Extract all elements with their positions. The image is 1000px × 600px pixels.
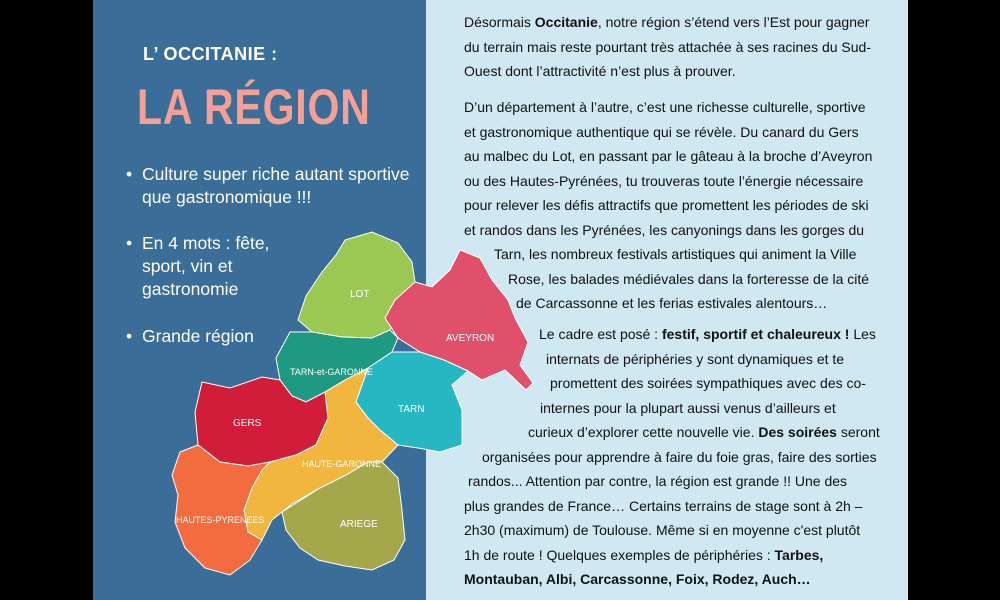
setting-line-8: plus grandes de France… Certains terrains de stage sont à 2h – [464, 497, 863, 514]
intro-line-1-a: Désormais [464, 14, 535, 30]
setting-line-9: 2h30 (maximum) de Toulouse. Même si en moyenne c'est plutôt [464, 522, 861, 538]
culture-line-3: au malbec du Lot, en passant par le gâteau à la broche d’Aveyron [464, 148, 873, 164]
intro-line-1-bold: Occitanie [534, 14, 598, 30]
bullet-culture: • Culture super riche autant sportive que gastronomique !!! [126, 163, 421, 209]
setting-line-7: randos... Attention par contre, la région est grande !! Une des [468, 473, 848, 489]
label-tarn-et-garonne: TARN-et-GARONNE [290, 367, 373, 377]
setting-line-4: internes pour la plupart aussi venus d’ailleurs et [540, 399, 836, 416]
label-lot: LOT [350, 289, 370, 300]
culture-line-5: pour relever les défis attractifs que promettent les périodes de ski [464, 197, 869, 213]
label-tarn: TARN [398, 404, 425, 415]
culture-line-4: ou des Hautes-Pyrénées, tu trouveras toute l’énergie nécessaire [464, 172, 864, 189]
setting-line-5-a: curieux d’explorer cette nouvelle vie. [528, 424, 759, 440]
setting-line-10-a: 1h de route ! Quelques exemples de périphéries : [464, 546, 775, 563]
intro-line-1 [464, 10, 871, 35]
bullet-four-words: • En 4 mots : fête, sport, vin et gastronomie [126, 232, 302, 301]
label-gers: GERS [233, 418, 262, 429]
setting-line-10-bold: Tarbes, [774, 546, 824, 563]
setting-line-6: organisées pour apprendre à faire du foie gras, faire des sorties [482, 448, 877, 465]
setting-line-5 [464, 420, 880, 445]
paragraph-setting [464, 322, 880, 592]
setting-line-1 [464, 322, 880, 347]
setting-line-3: promettent des soirées sympathiques avec des co- [550, 375, 866, 391]
intro-line-3: Ouest dont l’attractivité n’est plus à prouver. [464, 63, 736, 79]
setting-line-1-bold: festif, sportif et chaleureux ! [661, 326, 850, 342]
intro-line-2: du terrain mais reste pourtant très attachée à ses racines du Sud- [464, 38, 871, 55]
culture-line-6: et randos dans les Pyrénées, les canyonings dans les gorges du [464, 221, 865, 238]
intro-line-1-c: , notre région s’étend vers l’Est pour gagner [597, 14, 870, 30]
setting-line-2: internats de périphéries y sont dynamiques et te [546, 350, 845, 367]
label-haute-garonne: HAUTE-GARONNE [302, 459, 382, 469]
label-ariege: ARIEGE [340, 519, 378, 530]
setting-line-1-c: Les [849, 326, 876, 342]
setting-line-5-c: seront [836, 424, 880, 440]
culture-line-8: Rose, les balades médiévales dans la forteresse de la cité [508, 270, 870, 287]
setting-line-1-a: Le cadre est posé : [539, 326, 662, 342]
culture-line-1: D’un département à l’autre, c’est une richesse culturelle, sportive [464, 99, 866, 115]
region-supertitle: L’ OCCITANIE : [143, 44, 278, 64]
label-aveyron: AVEYRON [446, 333, 495, 344]
culture-line-9: de Carcassonne et les ferias estivales alentours… [516, 295, 828, 311]
setting-line-11-bold: Montauban, Albi, Carcassonne, Foix, Rodez, Auch… [464, 571, 811, 587]
label-hautes-pyrenees: HAUTES-PYRENEES [176, 515, 265, 525]
setting-line-5-bold: Des soirées [758, 424, 837, 440]
setting-line-10 [464, 543, 880, 568]
region-title: LA RÉGION [137, 79, 371, 135]
culture-line-2: et gastronomique authentique qui se révèle. Du canard du Gers [464, 123, 859, 140]
culture-line-7: Tarn, les nombreux festivals artistiques qui animent la Ville [494, 246, 857, 262]
bullet-big-region: • Grande région [126, 325, 421, 348]
setting-line-11 [464, 567, 880, 592]
paragraph-intro [464, 10, 871, 84]
paragraph-culture [464, 95, 872, 316]
